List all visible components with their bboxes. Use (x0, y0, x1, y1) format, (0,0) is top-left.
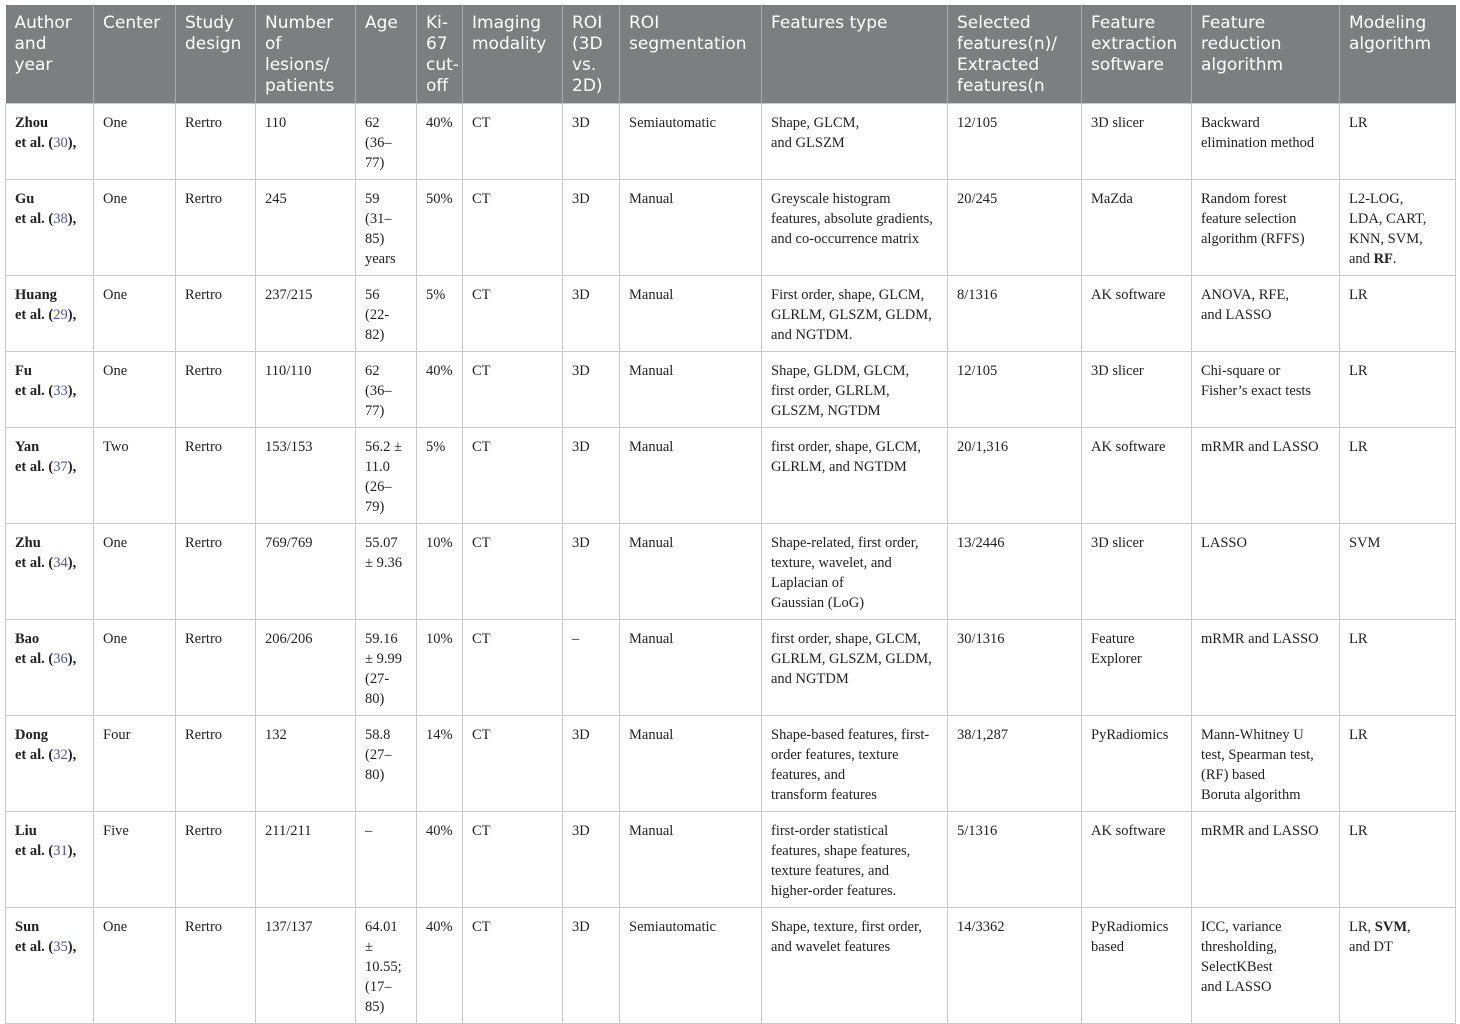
reduction-algorithm-cell: ANOVA, RFE, and LASSO (1192, 276, 1340, 352)
modeling-pre: LR (1349, 363, 1368, 379)
imaging-modality-cell: CT (463, 104, 563, 180)
segmentation-cell: Manual (620, 276, 762, 352)
author-cell (6, 352, 94, 428)
age-cell: 55.07 ± 9.36 (356, 524, 417, 620)
column-header: Author and year (6, 5, 94, 104)
modeling-algorithm-cell (1340, 428, 1456, 524)
center-cell: One (94, 908, 176, 1024)
reduction-algorithm-cell: Random forest feature selection algorithm (RFFS) (1192, 180, 1340, 276)
reduction-algorithm-cell: mRMR and LASSO (1192, 428, 1340, 524)
reduction-algorithm-cell: Mann-Whitney U test, Spearman test, (RF) based Boruta algorithm (1192, 716, 1340, 812)
segmentation-cell: Manual (620, 716, 762, 812)
modeling-pre: LR (1349, 439, 1368, 455)
segmentation-cell: Manual (620, 180, 762, 276)
column-header: ROI segmentation (620, 5, 762, 104)
roi-cell: 3D (563, 428, 620, 524)
selected-features-cell: 5/1316 (948, 812, 1082, 908)
selected-features-cell: 12/105 (948, 352, 1082, 428)
selected-features-cell: 12/105 (948, 104, 1082, 180)
software-cell: AK software (1082, 428, 1192, 524)
modeling-bold: RF (1373, 251, 1393, 267)
features-type-cell: Greyscale histogram features, absolute gradients, and co-occurrence matrix (762, 180, 948, 276)
author-cell (6, 812, 94, 908)
age-cell: – (356, 812, 417, 908)
center-cell: One (94, 524, 176, 620)
author-tail: ), (67, 383, 77, 399)
reference-link[interactable]: 34 (53, 555, 68, 571)
column-header: Study design (176, 5, 256, 104)
center-cell: One (94, 104, 176, 180)
reference-link[interactable]: 35 (53, 939, 68, 955)
center-cell: One (94, 352, 176, 428)
modeling-algorithm-cell (1340, 524, 1456, 620)
table-header (6, 5, 1456, 104)
table-body (6, 104, 1456, 1024)
roi-cell: 3D (563, 276, 620, 352)
author-tail: ), (67, 459, 77, 475)
selected-features-cell: 14/3362 (948, 908, 1082, 1024)
features-type-cell: Shape-related, first order, texture, wavelet, and Laplacian of Gaussian (LoG) (762, 524, 948, 620)
author-name: Bao (15, 631, 40, 647)
roi-cell: 3D (563, 524, 620, 620)
age-cell: 62 (36– 77) (356, 104, 417, 180)
column-header: Selected features(n)/ Extracted features(n (948, 5, 1082, 104)
center-cell: One (94, 620, 176, 716)
software-cell: AK software (1082, 276, 1192, 352)
selected-features-cell: 38/1,287 (948, 716, 1082, 812)
reference-link[interactable]: 32 (53, 747, 68, 763)
ki67-cutoff-cell: 10% (417, 620, 463, 716)
reference-link[interactable]: 31 (53, 843, 68, 859)
imaging-modality-cell: CT (463, 180, 563, 276)
lesions-cell: 110 (256, 104, 356, 180)
segmentation-cell: Manual (620, 524, 762, 620)
imaging-modality-cell: CT (463, 716, 563, 812)
study-design-cell: Rertro (176, 716, 256, 812)
author-etal: et al. ( (15, 747, 54, 763)
column-header: Ki- 67 cut- off (417, 5, 463, 104)
selected-features-cell: 20/1,316 (948, 428, 1082, 524)
center-cell: Two (94, 428, 176, 524)
software-cell: MaZda (1082, 180, 1192, 276)
author-cell (6, 276, 94, 352)
features-type-cell: Shape, GLDM, GLCM, first order, GLRLM, GLSZM, NGTDM (762, 352, 948, 428)
software-cell: 3D slicer (1082, 352, 1192, 428)
imaging-modality-cell: CT (463, 352, 563, 428)
reference-link[interactable]: 30 (53, 135, 68, 151)
segmentation-cell: Manual (620, 428, 762, 524)
software-cell: Feature Explorer (1082, 620, 1192, 716)
author-tail: ), (67, 135, 77, 151)
author-etal: et al. ( (15, 555, 54, 571)
features-type-cell: first-order statistical features, shape features, texture features, and higher-order features. (762, 812, 948, 908)
modeling-pre: SVM (1349, 535, 1381, 551)
reduction-algorithm-cell: mRMR and LASSO (1192, 812, 1340, 908)
reference-link[interactable]: 37 (53, 459, 68, 475)
modeling-algorithm-cell (1340, 352, 1456, 428)
age-cell: 59.16 ± 9.99 (27- 80) (356, 620, 417, 716)
modeling-pre: LR (1349, 115, 1368, 131)
roi-cell: 3D (563, 908, 620, 1024)
lesions-cell: 769/769 (256, 524, 356, 620)
roi-cell: – (563, 620, 620, 716)
author-tail: ), (67, 307, 77, 323)
imaging-modality-cell: CT (463, 812, 563, 908)
column-header: Imaging modality (463, 5, 563, 104)
center-cell: Five (94, 812, 176, 908)
ki67-cutoff-cell: 5% (417, 276, 463, 352)
study-design-cell: Rertro (176, 524, 256, 620)
lesions-cell: 245 (256, 180, 356, 276)
reference-link[interactable]: 36 (53, 651, 68, 667)
author-name: Dong (15, 727, 49, 743)
lesions-cell: 211/211 (256, 812, 356, 908)
lesions-cell: 237/215 (256, 276, 356, 352)
roi-cell: 3D (563, 812, 620, 908)
ki67-cutoff-cell: 14% (417, 716, 463, 812)
ki67-cutoff-cell: 50% (417, 180, 463, 276)
reduction-algorithm-cell: mRMR and LASSO (1192, 620, 1340, 716)
table-row (6, 812, 1456, 908)
table-row (6, 352, 1456, 428)
software-cell: 3D slicer (1082, 524, 1192, 620)
imaging-modality-cell: CT (463, 276, 563, 352)
reference-link[interactable]: 29 (53, 307, 68, 323)
table-row (6, 620, 1456, 716)
age-cell: 62 (36– 77) (356, 352, 417, 428)
study-design-cell: Rertro (176, 908, 256, 1024)
study-design-cell: Rertro (176, 352, 256, 428)
lesions-cell: 206/206 (256, 620, 356, 716)
segmentation-cell: Semiautomatic (620, 908, 762, 1024)
author-name: Liu (15, 823, 37, 839)
ki67-cutoff-cell: 5% (417, 428, 463, 524)
center-cell: One (94, 276, 176, 352)
author-tail: ), (67, 939, 77, 955)
study-design-cell: Rertro (176, 812, 256, 908)
modeling-post: . (1392, 251, 1397, 267)
selected-features-cell: 20/245 (948, 180, 1082, 276)
age-cell: 56.2 ± 11.0 (26– 79) (356, 428, 417, 524)
reduction-algorithm-cell: Chi-square or Fisher’s exact tests (1192, 352, 1340, 428)
ki67-cutoff-cell: 40% (417, 908, 463, 1024)
features-type-cell: Shape-based features, first- order features, texture features, and transform features (762, 716, 948, 812)
table-row (6, 180, 1456, 276)
reduction-algorithm-cell: ICC, variance thresholding, SelectKBest and LASSO (1192, 908, 1340, 1024)
modeling-algorithm-cell (1340, 276, 1456, 352)
author-tail: ), (67, 651, 77, 667)
author-name: Sun (15, 919, 40, 935)
features-type-cell: Shape, GLCM, and GLSZM (762, 104, 948, 180)
author-etal: et al. ( (15, 459, 54, 475)
modeling-algorithm-cell (1340, 620, 1456, 716)
lesions-cell: 153/153 (256, 428, 356, 524)
table-row (6, 104, 1456, 180)
author-cell (6, 620, 94, 716)
imaging-modality-cell: CT (463, 620, 563, 716)
author-etal: et al. ( (15, 135, 54, 151)
center-cell: One (94, 180, 176, 276)
modeling-post: , and DT (1349, 919, 1411, 955)
features-type-cell: Shape, texture, first order, and wavelet features (762, 908, 948, 1024)
author-cell (6, 716, 94, 812)
study-design-cell: Rertro (176, 180, 256, 276)
study-design-cell: Rertro (176, 428, 256, 524)
modeling-pre: L2-LOG, LDA, CART, KNN, SVM, and (1349, 191, 1427, 267)
table-row (6, 276, 1456, 352)
author-cell (6, 104, 94, 180)
modeling-pre: LR, (1349, 919, 1375, 935)
author-cell (6, 428, 94, 524)
modeling-pre: LR (1349, 287, 1368, 303)
author-etal: et al. ( (15, 383, 54, 399)
lesions-cell: 137/137 (256, 908, 356, 1024)
study-design-cell: Rertro (176, 104, 256, 180)
table-row (6, 428, 1456, 524)
modeling-algorithm-cell (1340, 812, 1456, 908)
reference-link[interactable]: 33 (53, 383, 68, 399)
reference-link[interactable]: 38 (53, 211, 68, 227)
selected-features-cell: 30/1316 (948, 620, 1082, 716)
column-header: Feature extraction software (1082, 5, 1192, 104)
features-type-cell: first order, shape, GLCM, GLRLM, GLSZM, GLDM, and NGTDM (762, 620, 948, 716)
author-etal: et al. ( (15, 843, 54, 859)
software-cell: PyRadiomics (1082, 716, 1192, 812)
reduction-algorithm-cell: LASSO (1192, 524, 1340, 620)
software-cell: AK software (1082, 812, 1192, 908)
roi-cell: 3D (563, 180, 620, 276)
column-header: Feature reduction algorithm (1192, 5, 1340, 104)
author-cell (6, 180, 94, 276)
age-cell: 58.8 (27– 80) (356, 716, 417, 812)
study-design-cell: Rertro (176, 620, 256, 716)
modeling-pre: LR (1349, 631, 1368, 647)
author-tail: ), (67, 843, 77, 859)
author-etal: et al. ( (15, 211, 54, 227)
author-name: Zhu (15, 535, 41, 551)
author-name: Huang (15, 287, 57, 303)
segmentation-cell: Manual (620, 620, 762, 716)
radiomics-studies-table (5, 5, 1456, 1024)
author-cell (6, 524, 94, 620)
modeling-bold: SVM (1374, 919, 1408, 935)
author-cell (6, 908, 94, 1024)
roi-cell: 3D (563, 352, 620, 428)
imaging-modality-cell: CT (463, 524, 563, 620)
author-tail: ), (67, 555, 77, 571)
table-row (6, 716, 1456, 812)
selected-features-cell: 13/2446 (948, 524, 1082, 620)
table-row (6, 524, 1456, 620)
column-header: Center (94, 5, 176, 104)
column-header: Age (356, 5, 417, 104)
column-header: Features type (762, 5, 948, 104)
author-name: Gu (15, 191, 35, 207)
modeling-algorithm-cell (1340, 908, 1456, 1024)
ki67-cutoff-cell: 40% (417, 812, 463, 908)
table-container (5, 5, 1455, 1024)
ki67-cutoff-cell: 10% (417, 524, 463, 620)
author-etal: et al. ( (15, 939, 54, 955)
reduction-algorithm-cell: Backward elimination method (1192, 104, 1340, 180)
author-etal: et al. ( (15, 307, 54, 323)
column-header: ROI (3D vs. 2D) (563, 5, 620, 104)
author-tail: ), (67, 747, 77, 763)
features-type-cell: first order, shape, GLCM, GLRLM, and NGTDM (762, 428, 948, 524)
column-header: Number of lesions/ patients (256, 5, 356, 104)
modeling-algorithm-cell (1340, 180, 1456, 276)
ki67-cutoff-cell: 40% (417, 352, 463, 428)
lesions-cell: 110/110 (256, 352, 356, 428)
age-cell: 59 (31– 85) years (356, 180, 417, 276)
author-name: Fu (15, 363, 32, 379)
modeling-algorithm-cell (1340, 104, 1456, 180)
imaging-modality-cell: CT (463, 428, 563, 524)
segmentation-cell: Semiautomatic (620, 104, 762, 180)
selected-features-cell: 8/1316 (948, 276, 1082, 352)
age-cell: 56 (22- 82) (356, 276, 417, 352)
modeling-algorithm-cell (1340, 716, 1456, 812)
age-cell: 64.01 ± 10.55; (17– 85) (356, 908, 417, 1024)
center-cell: Four (94, 716, 176, 812)
ki67-cutoff-cell: 40% (417, 104, 463, 180)
software-cell: PyRadiomics based (1082, 908, 1192, 1024)
author-name: Yan (15, 439, 40, 455)
segmentation-cell: Manual (620, 812, 762, 908)
lesions-cell: 132 (256, 716, 356, 812)
header-row (6, 5, 1456, 104)
modeling-pre: LR (1349, 823, 1368, 839)
segmentation-cell: Manual (620, 352, 762, 428)
imaging-modality-cell: CT (463, 908, 563, 1024)
roi-cell: 3D (563, 716, 620, 812)
column-header: Modeling algorithm (1340, 5, 1456, 104)
features-type-cell: First order, shape, GLCM, GLRLM, GLSZM, GLDM, and NGTDM. (762, 276, 948, 352)
table-row (6, 908, 1456, 1024)
roi-cell: 3D (563, 104, 620, 180)
software-cell: 3D slicer (1082, 104, 1192, 180)
author-etal: et al. ( (15, 651, 54, 667)
study-design-cell: Rertro (176, 276, 256, 352)
author-tail: ), (67, 211, 77, 227)
modeling-pre: LR (1349, 727, 1368, 743)
author-name: Zhou (15, 115, 49, 131)
